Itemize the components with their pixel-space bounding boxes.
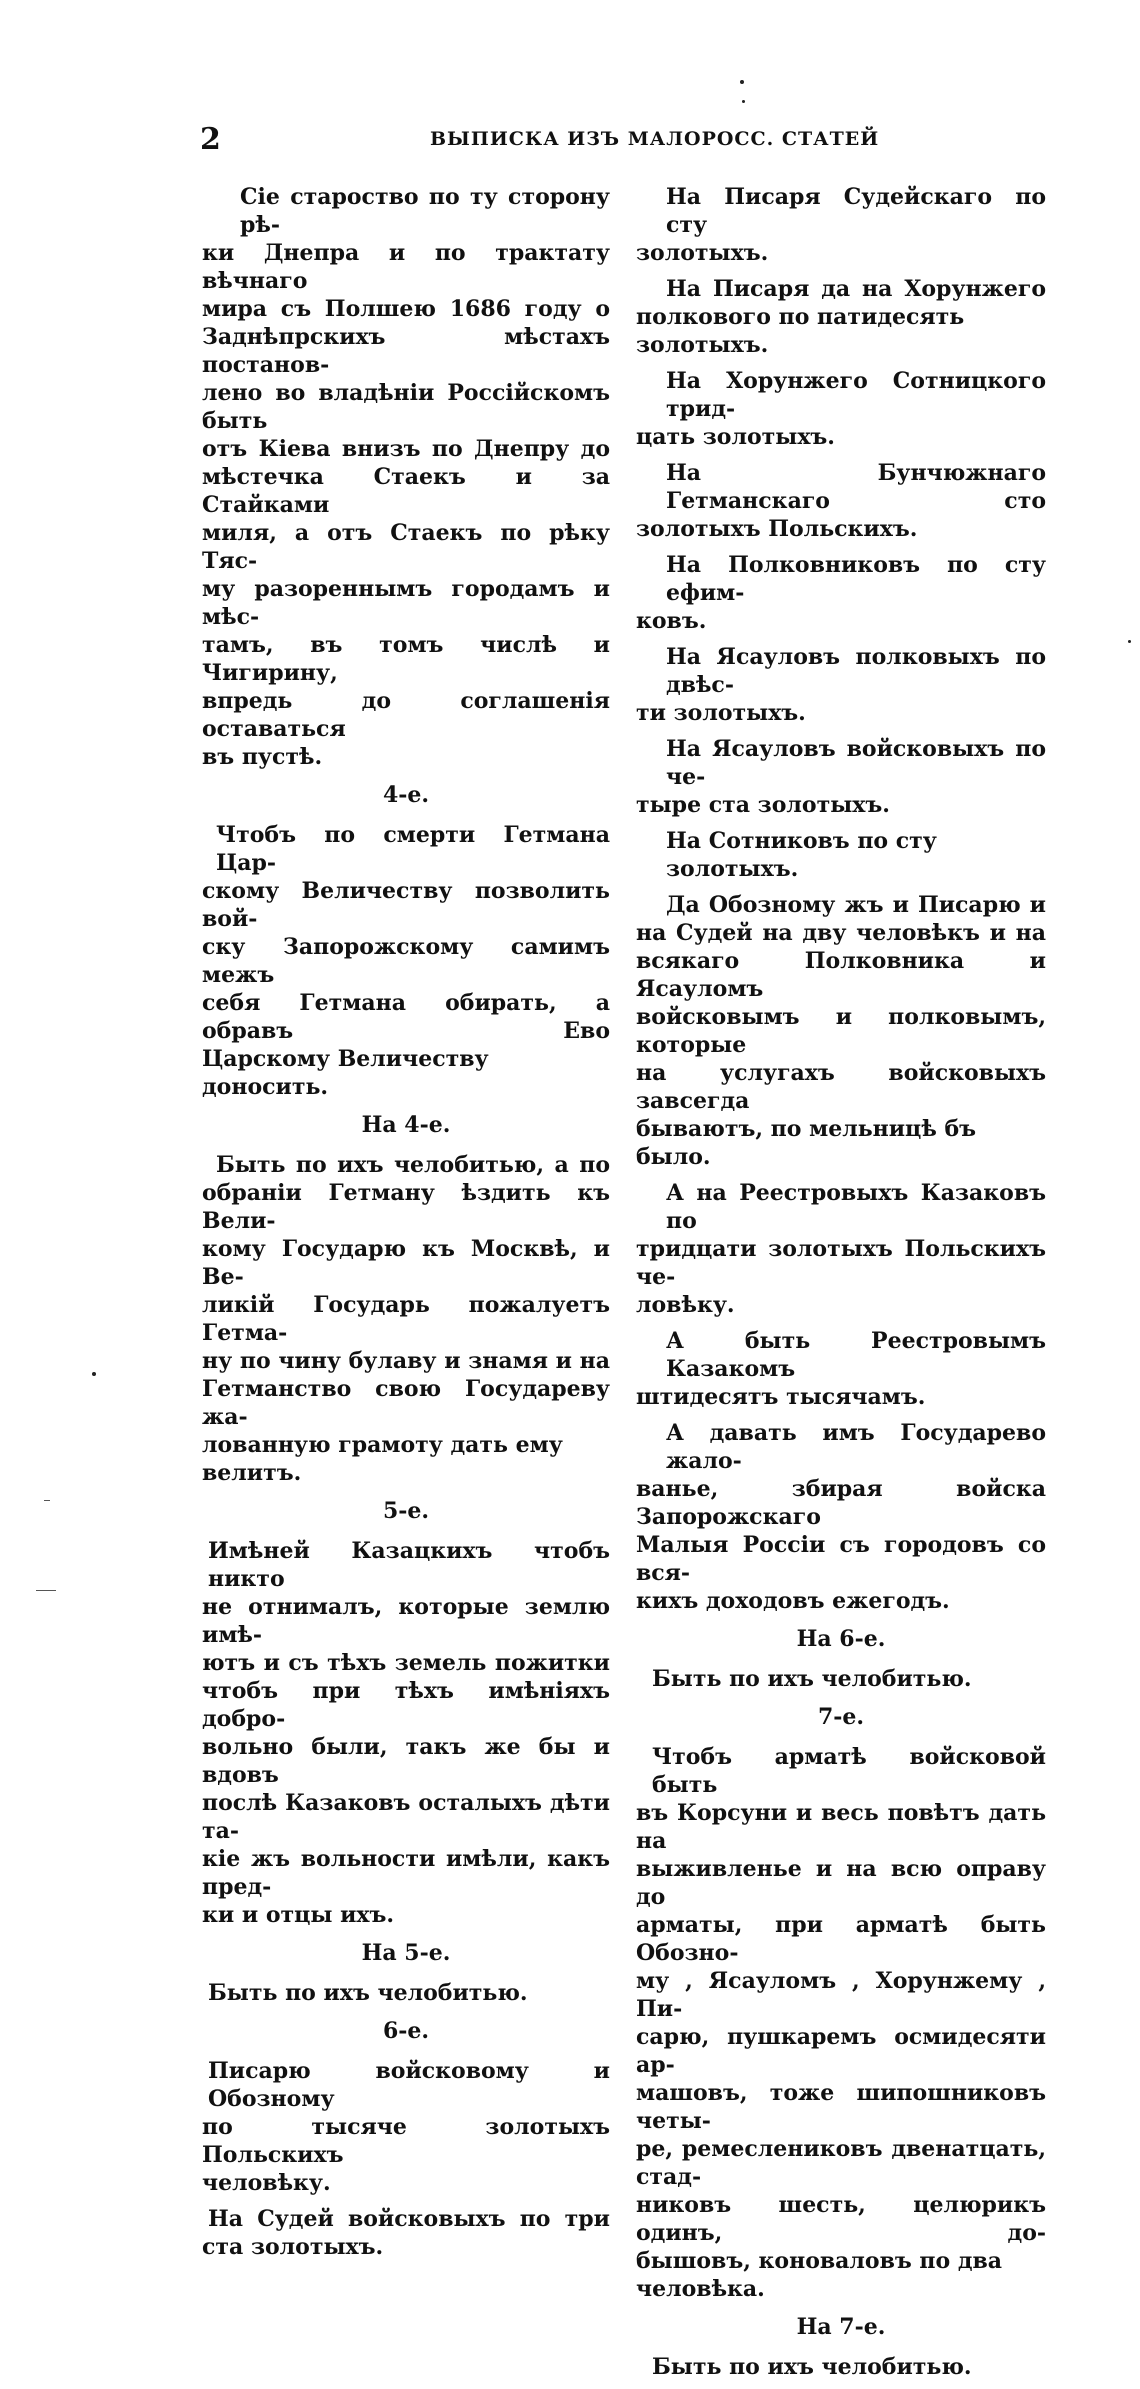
- scan-speck: [742, 100, 745, 103]
- scan-mark: [44, 1500, 50, 1501]
- text-line: въ Корсуни и весь повѣтъ дать на: [636, 1800, 1046, 1854]
- text-line: обраніи Гетману ѣздить къ Вели-: [202, 1180, 610, 1234]
- running-head: ВЫПИСКА ИЗЪ МАЛОРОСС. СТАТЕЙ: [430, 128, 880, 150]
- section-heading: 6-е.: [382, 2018, 430, 2044]
- text-line: На Полковниковъ по сту ефим-: [666, 552, 1046, 606]
- text-line: послѣ Казаковъ осталыхъ дѣти та-: [202, 1790, 610, 1844]
- paragraph: [636, 1419, 1046, 1615]
- text-line: кихъ доходовъ ежегодъ.: [636, 1588, 950, 1614]
- paragraph: [636, 1327, 1046, 1411]
- text-line: отъ Кіева внизъ по Днепру до: [202, 436, 610, 462]
- paragraph: [636, 643, 1046, 727]
- text-line: сарю, пушкаремъ осмидесяти ар-: [636, 2024, 1046, 2078]
- text-line: тридцати золотыхъ Польскихъ че-: [636, 1236, 1046, 1290]
- text-line: ста золотыхъ.: [202, 2234, 384, 2260]
- text-line: ютъ и съ тѣхъ земель пожитки: [202, 1650, 610, 1676]
- text-line: Гетманство свою Государеву жа-: [202, 1376, 610, 1430]
- text-line: му , Ясауломъ , Хорунжему , Пи-: [636, 1968, 1046, 2022]
- right-column: [636, 183, 1046, 2389]
- text-line: полкового по патидесять золотыхъ.: [636, 304, 965, 358]
- text-line: Быть по ихъ челобитью.: [208, 1980, 528, 2006]
- text-line: золотыхъ Польскихъ.: [636, 516, 918, 542]
- text-line: миля, а отъ Стаекъ по рѣку Тяс-: [202, 520, 610, 574]
- text-line: Заднѣпрскихъ мѣстахъ постанов-: [202, 324, 610, 378]
- left-column: [202, 183, 610, 2269]
- text-line: человѣку.: [202, 2170, 331, 2196]
- text-line: въ пустѣ.: [202, 744, 323, 770]
- text-line: Царскому Величеству доносить.: [202, 1046, 489, 1100]
- text-line: ликій Государь пожалуетъ Гетма-: [202, 1292, 610, 1346]
- section-heading: На 5-е.: [361, 1940, 451, 1966]
- text-line: выживленье и на всю оправу до: [636, 1856, 1046, 1910]
- text-line: кіе жъ вольности имѣли, какъ пред-: [202, 1846, 610, 1900]
- paragraph: [636, 827, 1046, 883]
- paragraph: [636, 735, 1046, 819]
- text-line: впредь до соглашенія оставаться: [202, 688, 610, 742]
- text-line: Малыя Россіи съ городовъ со вся-: [636, 1532, 1046, 1586]
- text-line: А быть Реестровымъ Казакомъ: [666, 1328, 1046, 1382]
- paragraph: [202, 1151, 610, 1487]
- text-line: Сіе староство по ту сторону рѣ-: [240, 184, 610, 238]
- paragraph: [636, 1179, 1046, 1319]
- text-line: Имѣней Казацкихъ чтобъ никто: [208, 1538, 610, 1592]
- text-line: ванье, збирая войска Запорожскаго: [636, 1476, 1046, 1530]
- text-line: А давать имъ Государево жало-: [666, 1420, 1046, 1474]
- paragraph: [202, 1537, 610, 1929]
- text-line: На Ясауловъ полковыхъ по двѣс-: [666, 644, 1046, 698]
- text-line: золотыхъ.: [636, 240, 769, 266]
- text-line: На Писаря да на Хорунжего: [666, 276, 1046, 302]
- text-line: мира съ Полшею 1686 году о: [202, 296, 610, 322]
- text-line: бышовъ, коноваловъ по два человѣка.: [636, 2248, 1003, 2302]
- text-line: лено во владѣніи Россійскомъ быть: [202, 380, 610, 434]
- text-line: мѣстечка Стаекъ и за Стайками: [202, 464, 610, 518]
- text-line: Быть по ихъ челобитью.: [652, 2354, 972, 2380]
- text-line: лованную грамоту дать ему велитъ.: [202, 1432, 563, 1486]
- section-heading: На 7-е.: [796, 2314, 886, 2340]
- text-line: Чтобъ арматѣ войсковой быть: [652, 1744, 1046, 1798]
- paragraph: [202, 1979, 610, 2007]
- paragraph: [202, 2057, 610, 2197]
- page-number: 2: [200, 122, 221, 157]
- text-line: кому Государю къ Москвѣ, и Ве-: [202, 1236, 610, 1290]
- text-line: Быть по ихъ челобитью.: [652, 1666, 972, 1692]
- paragraph: [636, 891, 1046, 1171]
- paragraph: [636, 1743, 1046, 2303]
- text-line: Быть по ихъ челобитью, а по: [216, 1152, 610, 1178]
- text-line: войсковымъ и полковымъ, которые: [636, 1004, 1046, 1058]
- text-line: себя Гетмана обирать, а обравъ Ево: [202, 990, 610, 1044]
- text-line: ки и отцы ихъ.: [202, 1902, 395, 1928]
- text-line: по тысяче золотыхъ Польскихъ: [202, 2114, 610, 2168]
- text-line: ловѣку.: [636, 1292, 735, 1318]
- text-line: ки Днепра и по трактату вѣчнаго: [202, 240, 610, 294]
- text-line: всякаго Полковника и Ясауломъ: [636, 948, 1046, 1002]
- text-line: штидесятъ тысячамъ.: [636, 1384, 926, 1410]
- paragraph: [202, 183, 610, 771]
- paragraph: [636, 551, 1046, 635]
- scan-speck: [740, 80, 744, 84]
- text-line: никовъ шесть, целюрикъ одинъ, до-: [636, 2192, 1046, 2246]
- text-line: На Писаря Судейскаго по сту: [666, 184, 1046, 238]
- section-heading: 5-е.: [382, 1498, 430, 1524]
- text-line: на услугахъ войсковыхъ завсегда: [636, 1060, 1046, 1114]
- text-line: бываютъ, по мельницѣ бъ было.: [636, 1116, 976, 1170]
- scan-mark: [36, 1590, 56, 1591]
- scan-speck: [92, 1372, 96, 1376]
- text-line: На Сотниковъ по сту золотыхъ.: [666, 828, 937, 882]
- text-line: ску Запорожскому самимъ межъ: [202, 934, 610, 988]
- text-line: Писарю войсковому и Обозному: [208, 2058, 610, 2112]
- text-line: Чтобъ по смерти Гетмана Цар-: [216, 822, 610, 876]
- paragraph: [636, 275, 1046, 359]
- paragraph: [636, 1665, 1046, 1693]
- paragraph: [636, 459, 1046, 543]
- text-line: На Хорунжего Сотницкого трид-: [666, 368, 1046, 422]
- text-line: скому Величеству позволить вой-: [202, 878, 610, 932]
- text-line: На Ясауловъ войсковыхъ по че-: [666, 736, 1046, 790]
- text-line: А на Реестровыхъ Казаковъ по: [666, 1180, 1046, 1234]
- text-line: не отнималъ, которые землю имѣ-: [202, 1594, 610, 1648]
- text-line: вольно были, такъ же бы и вдовъ: [202, 1734, 610, 1788]
- text-line: ти золотыхъ.: [636, 700, 806, 726]
- text-line: Да Обозному жъ и Писарю и: [666, 892, 1046, 918]
- paragraph: [636, 367, 1046, 451]
- text-line: машовъ, тоже шипошниковъ четы-: [636, 2080, 1046, 2134]
- text-line: ре, ремеслениковъ двенатцать, стад-: [636, 2136, 1046, 2190]
- section-heading: 7-е.: [817, 1704, 865, 1730]
- text-line: му разореннымъ городамъ и мѣс-: [202, 576, 610, 630]
- text-line: На Судей войсковыхъ по три: [208, 2206, 610, 2232]
- text-line: на Судей на дву человѣкъ и на: [636, 920, 1046, 946]
- section-heading: На 4-е.: [361, 1112, 451, 1138]
- paragraph: [636, 2353, 1046, 2381]
- text-line: На Бунчюжнаго Гетманскаго сто: [666, 460, 1046, 514]
- section-heading: На 6-е.: [796, 1626, 886, 1652]
- text-line: цать золотыхъ.: [636, 424, 835, 450]
- text-line: ковъ.: [636, 608, 707, 634]
- text-line: тыре ста золотыхъ.: [636, 792, 890, 818]
- text-line: арматы, при арматѣ быть Обозно-: [636, 1912, 1046, 1966]
- section-heading: 4-е.: [382, 782, 430, 808]
- scan-speck: [1128, 640, 1131, 643]
- paragraph: [202, 2205, 610, 2261]
- paragraph: [202, 821, 610, 1101]
- text-line: ну по чину булаву и знамя и на: [202, 1348, 610, 1374]
- paragraph: [636, 183, 1046, 267]
- text-line: тамъ, въ томъ числѣ и Чигирину,: [202, 632, 610, 686]
- text-line: чтобъ при тѣхъ имѣніяхъ добро-: [202, 1678, 610, 1732]
